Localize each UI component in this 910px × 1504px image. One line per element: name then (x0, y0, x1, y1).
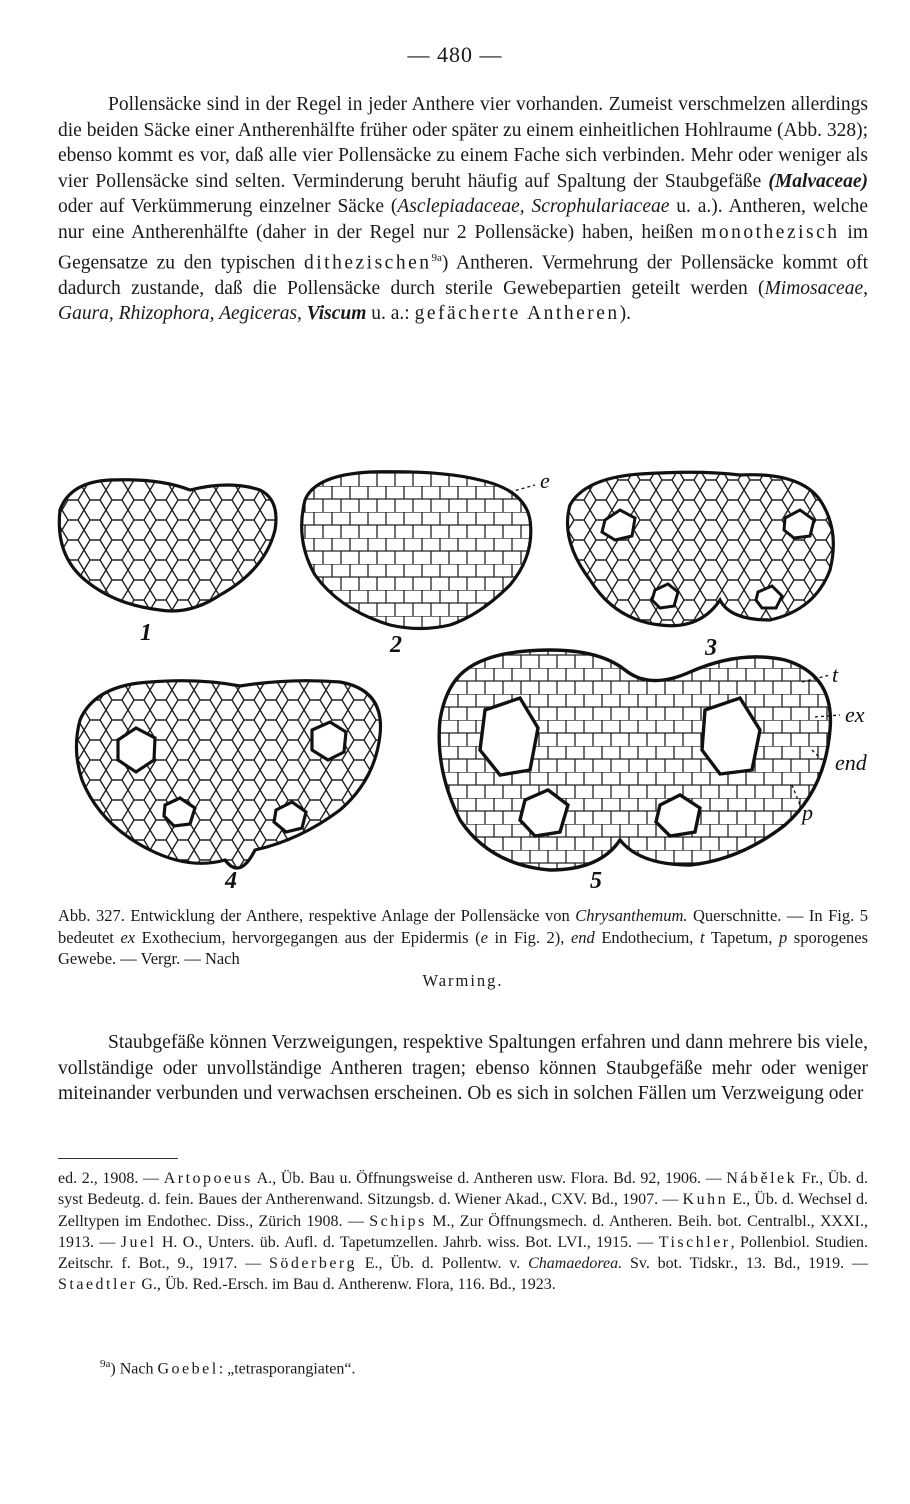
author-artopoeus: Artopoeus (163, 1170, 253, 1187)
caption-run: Exothecium, hervorgegangen aus der Epidermis ( (135, 927, 481, 947)
text-run: Pollensäcke sind in der Regel in jeder Anthere vier vorhanden. Zumeist verschmelzen allerdings die beiden Säcke einer Antherenhälfte früher oder später zu einem einheitlichen Hohlraume (Abb. 328); ebenso kommt es vor, daß alle vier Pollensäcke zu einem Fache sich verbinden. Mehr oder weniger als vier Pollensäcke sind selten. Verminderung beruht häufig auf Spaltung der Staubgefäße (58, 94, 869, 192)
term-monothezisch: monothezisch (701, 221, 840, 243)
figure-caption (58, 905, 868, 991)
label-5: 5 (590, 868, 602, 894)
author-juel: Juel (120, 1233, 157, 1251)
note-run: A., Üb. Bau u. Öffnungsweise d. Antheren usw. Flora. Bd. 92, 1906. — (252, 1170, 727, 1187)
note-run: H. O., Unters. üb. Aufl. d. Tapetumzellen. Jahrb. wiss. Bot. LVI., 1915. — (156, 1233, 659, 1251)
caption-e: e (480, 927, 488, 947)
footnote-ref: 9a (431, 251, 442, 264)
caption-end: end (570, 927, 595, 947)
section-2 (302, 472, 535, 629)
note-run: G., Üb. Red.-Ersch. im Bau d. Antherenw. Flora, 116. Bd., 1923. (137, 1276, 556, 1294)
paragraph-2-text: Staubgefäße können Verzweigungen, respektive Spaltungen erfahren und dann mehrere bis viele, vollständige oder unvollständige Antheren tragen; ebenso können Staubgefäße mehr oder weniger miteinander verbunden und verwachsen erscheinen. Ob es sich in solchen Fällen um Verzweigung oder (58, 1032, 868, 1105)
author-schips: Schips (369, 1212, 427, 1230)
footnote-run: : „tetrasporangiaten“. (218, 1360, 356, 1378)
label-4: 4 (225, 868, 237, 894)
bibliography-notes (58, 1168, 868, 1296)
callout-e: e (540, 468, 550, 493)
caption-run: Endothecium, (594, 927, 700, 947)
label-1: 1 (140, 620, 152, 646)
anther-cross-sections (40, 460, 890, 900)
text-run: ) Antheren. Vermehrung der Pollensäcke kommt oft dadurch zustande, daß die Pollensäcke durch sterile Gewebepartien geteilt werden ( (58, 252, 868, 299)
text-run: oder auf Verkümmerung einzelner Säcke ( (58, 196, 398, 218)
caption-run: Querschnitte. — In Fig. 5 bedeutet (58, 906, 868, 947)
footnote-run: ) Nach (110, 1360, 158, 1378)
footnote-mark: 9a (100, 1358, 111, 1370)
caption-taxon: Chrysanthemum. (575, 906, 688, 925)
footnote-rule (58, 1158, 178, 1159)
anther-figure (40, 460, 890, 900)
section-4 (76, 681, 380, 868)
label-2: 2 (390, 632, 402, 658)
author-soderberg: Söderberg (268, 1255, 357, 1273)
section-5 (439, 650, 840, 870)
text-run: u. a.: (366, 303, 415, 325)
text-run: im Gegensatze zu den typischen (58, 221, 868, 274)
callout-ex: ex (845, 702, 865, 727)
note-run: E., Üb. d. Pollentw. v. (356, 1255, 529, 1273)
callout-end: end (835, 750, 867, 775)
body-paragraph-2 (58, 1030, 868, 1107)
note-run: , Pollenbiol. Studien. Zeitschr. f. Bot., 9., 1917. — (58, 1233, 869, 1273)
callout-p: p (802, 800, 813, 825)
taxa-list: Mimosaceae, Gaura, Rhizophora, Aegiceras, (58, 277, 868, 325)
note-run: Fr., Üb. d. syst Bedeutg. d. fein. Baues der Antherenwand. Sitzungsb. d. Wiener Akad., CXV. Bd., 1907. — (58, 1170, 868, 1209)
note-run: M., Zur Öffnungsmech. d. Antheren. Beih. bot. Centralbl., XXXI., 1913. — (58, 1212, 868, 1251)
taxon-asclepiadaceae: Asclepiadaceae, Scrophulariaceae (397, 196, 670, 218)
caption-ex: ex (120, 927, 136, 947)
caption-run: in Fig. 2), (487, 927, 571, 947)
caption-run: sporogenes Gewebe. — Vergr. — Nach (58, 927, 869, 968)
author-kuhn: Kuhn (682, 1191, 729, 1209)
author-nabelek: Nábělek (726, 1170, 798, 1187)
caption-author: Warming. (422, 970, 504, 990)
text-run: u. a.). Antheren, welche nur eine Antherenhälfte (daher in der Regel nur 2 Pollensäcke) haben, heißen (58, 196, 868, 243)
callout-t: t (832, 662, 839, 687)
text-run: ). (619, 303, 632, 325)
note-run: ed. 2., 1908. — (58, 1170, 164, 1187)
label-3: 3 (705, 635, 717, 661)
taxon-chamaedorea: Chamaedorea. (528, 1255, 623, 1273)
body-paragraph-1 (58, 92, 868, 327)
term-dithezischen: dithezischen (304, 252, 432, 274)
author-tischler: Tischler (658, 1233, 731, 1251)
section-1 (59, 480, 276, 611)
note-run: Sv. bot. Tidskr., 13. Bd., 1919. — (622, 1255, 869, 1273)
taxon-viscum: Viscum (306, 303, 367, 325)
taxon-malvaceae: (Malvaceae) (768, 170, 868, 192)
page-number: — 480 — (407, 42, 503, 67)
author-goebel: Goebel (157, 1360, 219, 1378)
author-staedtler: Staedtler (58, 1276, 138, 1294)
caption-run: Abb. 327. Entwicklung der Anthere, respektive Anlage der Pollensäcke von (58, 906, 576, 925)
caption-p: p (779, 927, 788, 947)
section-3 (568, 472, 834, 625)
term-gefacherte: gefächerte Antheren (414, 303, 620, 325)
footnote-9a (100, 1358, 356, 1378)
caption-t: t (699, 927, 705, 947)
caption-run: Tapetum, (704, 927, 779, 947)
note-run: E., Üb. d. Wechsel d. Zelltypen im Endothec. Diss., Zürich 1908. — (58, 1191, 869, 1230)
